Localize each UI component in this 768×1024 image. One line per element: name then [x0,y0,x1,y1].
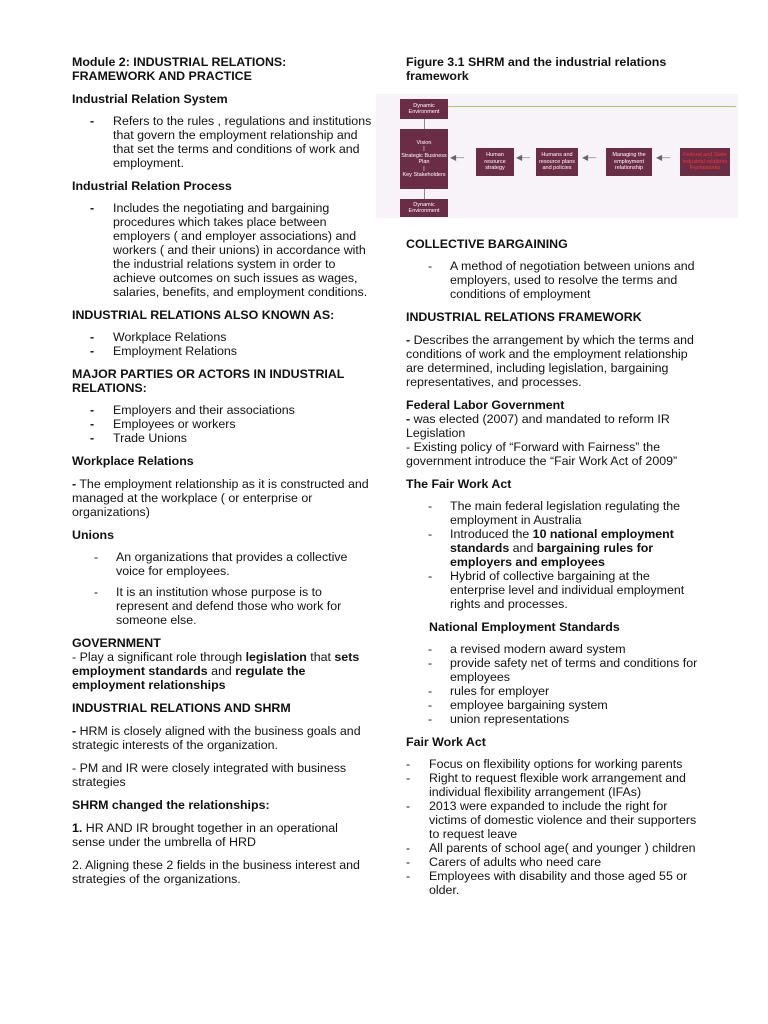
bullet-dash: - [428,499,433,513]
irp-heading: Industrial Relation Process [72,179,232,193]
bullet-dash: - [94,585,99,599]
wr-paragraph: - The employment relationship as it is constructed and managed at the workplace ( or enterprise or organizations) [72,477,369,519]
irf-paragraph: - Describes the arrangement by which the terms and conditions of work and the employment relationship are determined, including legislation, bargaining representatives, and processes. [406,333,694,389]
list-item: - Employers and their associations [90,403,295,417]
aka-heading: INDUSTRIAL RELATIONS ALSO KNOWN AS: [72,308,335,322]
vision-stack-node: Vision | Strategic Business Plan | Key Stakeholders [400,129,448,189]
changed-item-2: 2. Aligning these 2 fields in the business interest and strategies of the organizations. [72,858,360,886]
bullet-dash: - [428,712,433,726]
list-item: - An organizations that provides a collective voice for employees. [94,550,348,578]
gov-paragraph: - Play a significant role through legislation that sets employment standards and regulate the employment relationships [72,650,360,692]
dynamic-environment-top-node: Dynamic Environment [400,99,448,119]
list-item: - Right to request flexible work arrangement and individual flexibility arrangement (IFAs) [406,771,686,799]
bullet-dash: - [90,403,95,417]
bullet-dash: - [90,417,95,431]
list-item: - employee bargaining system [428,698,608,712]
list-item: - Employees or workers [90,417,236,431]
shrm-paragraph-2: - PM and IR were closely integrated with business strategies [72,761,347,789]
cb-heading: COLLECTIVE BARGAINING [406,237,568,251]
fwa-heading: The Fair Work Act [406,477,512,491]
unions-heading: Unions [72,528,114,542]
bullet-dash: - [90,431,95,445]
bullet-dash: - [428,698,433,712]
flg-heading: Federal Labor Government [406,398,565,412]
bullet-dash: - [428,259,433,273]
parties-list [72,403,372,445]
list-item: - provide safety net of terms and conditions for employees [428,656,698,684]
list-item: - a revised modern award system [428,642,626,656]
arrow-icon: ◀— [582,153,597,162]
list-item: - Employees with disability and those aged 55 or older. [406,869,688,897]
managing-relationship-node: Managing the employment relationship [606,148,652,176]
list-item: - A method of negotiation between unions and employers, used to resolve the terms and conditions of employment [428,259,695,301]
fwa2-list [406,757,706,897]
connector-line [424,119,425,129]
shrm-paragraph: - HRM is closely aligned with the business goals and strategic interests of the organization. [72,724,361,752]
wr-heading: Workplace Relations [72,454,194,468]
flg-paragraph-2: - Existing policy of “Forward with Fairness” the government introduce the “Fair Work Act of 2009” [406,440,678,468]
list-item: - All parents of school age( and younger ) children [406,841,696,855]
bullet-dash: - [90,344,95,358]
parties-heading: MAJOR PARTIES OR ACTORS IN INDUSTRIAL RELATIONS: [72,367,345,395]
bullet-dash: - [90,330,95,344]
bullet-dash: - [406,855,411,869]
fwa2-heading: Fair Work Act [406,735,486,749]
left-column [72,55,372,886]
bullet-dash: - [428,642,433,656]
module-title-line1: Module 2: INDUSTRIAL RELATIONS: [72,55,287,69]
fwa-list [406,499,706,611]
aka-list [72,330,372,358]
list-item: - 2013 were expanded to include the right for victims of domestic violence and their supporters to request leave [406,799,697,841]
list-item: - Introduced the 10 national employment standards and bargaining rules for employers and employees [428,527,674,569]
nes-heading: National Employment Standards [429,620,620,634]
shrm-heading: INDUSTRIAL RELATIONS AND SHRM [72,701,291,715]
humans-resource-node: Humans and resource plans and policies [536,148,578,176]
list-item: - union representations [428,712,570,726]
bullet-dash: - [428,527,433,541]
bullet-dash: - [90,114,95,128]
list-item: - It is an institution whose purpose is to represent and defend those who work for someone else. [94,585,342,627]
shrm-framework-diagram [376,94,738,218]
diagram-top-line [426,106,736,107]
list-item: - Trade Unions [90,431,187,445]
federal-state-frameworks-node: Federal and State industrial relations Frameworks [680,148,730,176]
irs-list [72,114,372,170]
bullet-dash: - [406,869,411,883]
module-title-line2: FRAMEWORK AND PRACTICE [72,69,252,83]
bullet-dash: - [406,799,411,813]
gov-heading: GOVERNMENT [72,636,161,650]
dynamic-environment-bottom-node: Dynamic Environment [400,199,448,217]
changed-item-1: 1. HR AND IR brought together in an operational sense under the umbrella of HRD [72,821,338,849]
cb-list [406,259,706,301]
list-item: - Focus on flexibility options for working parents [406,757,683,771]
nes-list [406,642,706,726]
irp-list [72,201,372,299]
list-item: - The main federal legislation regulating the employment in Australia [428,499,681,527]
bullet-dash: - [428,684,433,698]
unions-list [72,550,372,627]
changed-heading: SHRM changed the relationships: [72,798,270,812]
right-column [401,55,728,897]
irf-heading: INDUSTRIAL RELATIONS FRAMEWORK [406,310,642,324]
arrow-icon: ◀— [516,153,531,162]
bullet-dash: - [90,201,95,215]
bullet-dash: - [94,550,99,564]
arrow-icon: ◀— [450,153,465,162]
figure-title: Figure 3.1 SHRM and the industrial relations framework [406,55,667,83]
bullet-dash: - [406,841,411,855]
bullet-dash: - [428,569,433,583]
list-item: - Hybrid of collective bargaining at the enterprise level and individual employment rights and processes. [428,569,685,611]
list-item: - Includes the negotiating and bargaining procedures which takes place between employers ( and employer associations) and workers ( and their unions) in accordance with the industrial relations system in order to achieve outcomes on such issues as wages, salaries, benefits, and employment conditions. [90,201,368,299]
bullet-dash: - [406,771,411,785]
connector-line [424,189,425,199]
irs-heading: Industrial Relation System [72,92,228,106]
arrow-icon: ◀— [656,153,671,162]
flg-paragraph-1: - was elected (2007) and mandated to reform IR Legislation [406,412,670,440]
bullet-dash: - [428,656,433,670]
list-item: - Carers of adults who need care [406,855,602,869]
list-item: - Workplace Relations [90,330,227,344]
list-item: - Employment Relations [90,344,237,358]
hr-strategy-node: Human resource strategy [476,148,514,176]
list-item: - Refers to the rules , regulations and institutions that govern the employment relationship and that set the terms and conditions of work and employment. [90,114,372,170]
bullet-dash: - [406,757,411,771]
list-item: - rules for employer [428,684,550,698]
